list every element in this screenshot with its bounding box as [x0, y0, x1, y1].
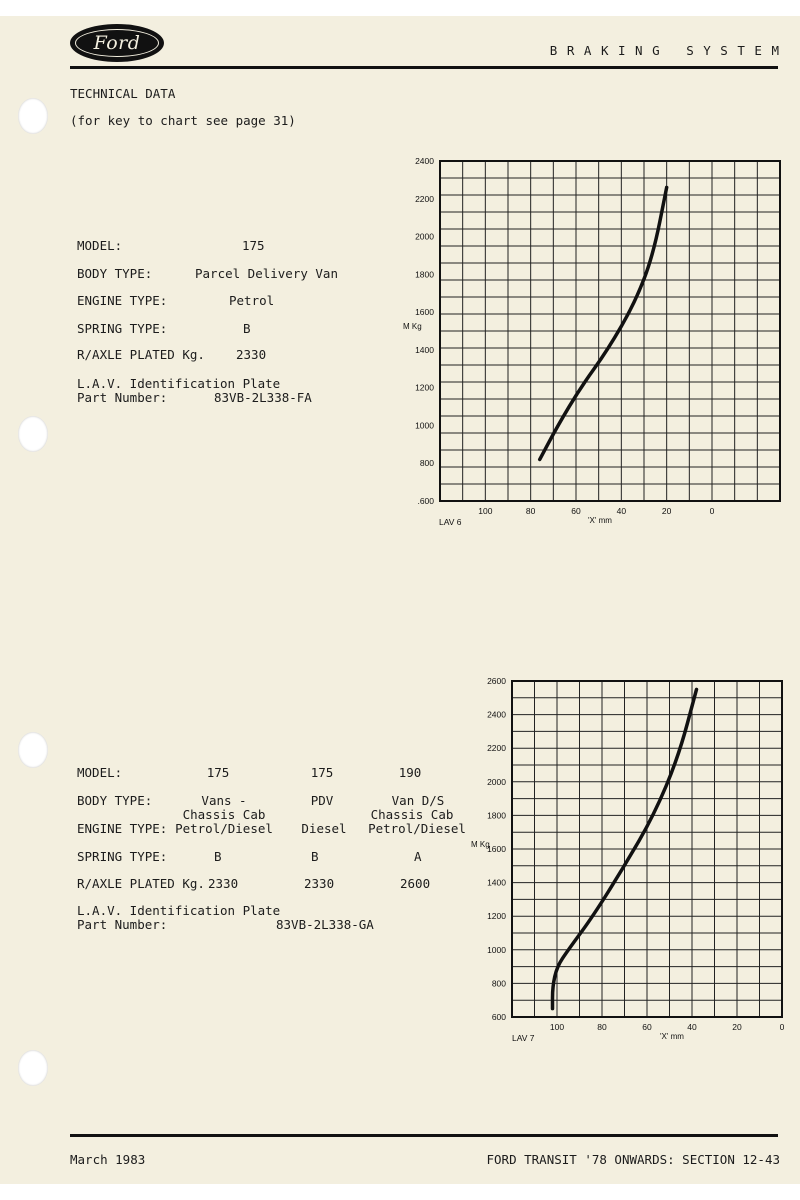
y-tick-label: 1600 — [415, 307, 434, 318]
y-tick-label: 600 — [491, 1012, 506, 1022]
col1-axle: 2330 — [208, 876, 239, 891]
x-tick-label: 100 — [549, 1022, 565, 1032]
data-series-line — [540, 187, 667, 459]
spring-type-label: SPRING TYPE: — [77, 849, 168, 864]
y-tick-label: 2400 — [415, 156, 434, 166]
col1-engine: Petrol/Diesel — [175, 821, 273, 836]
y-tick-label: 1800 — [415, 269, 434, 280]
model-label: MODEL: — [77, 765, 123, 780]
chart-title: LAV 6 — [439, 517, 462, 526]
y-tick-label: 1400 — [415, 344, 434, 355]
engine-type-label: ENGINE TYPE: — [77, 293, 168, 308]
model-label: MODEL: — [77, 238, 123, 253]
model-value: 175 — [242, 238, 265, 253]
part-number-value: 83VB-2L338-FA — [214, 390, 312, 405]
col2-engine: Diesel — [301, 821, 347, 836]
y-tick-label: .600 — [417, 496, 434, 506]
y-tick-label: 1800 — [487, 810, 506, 821]
chart-title: LAV 7 — [512, 1033, 535, 1043]
body-type-label: BODY TYPE: — [77, 793, 153, 808]
technical-data-heading: TECHNICAL DATA — [70, 86, 176, 101]
part-number-value: 83VB-2L338-GA — [276, 917, 374, 932]
axle-plated-label: R/AXLE PLATED Kg. — [77, 347, 205, 362]
section-title: B R A K I N G S Y S T E M — [549, 43, 780, 58]
y-axis-label: M Kg — [471, 840, 490, 849]
axle-plated-value: 2330 — [236, 347, 267, 362]
col3-axle: 2600 — [400, 876, 431, 891]
lav6-chart — [395, 156, 790, 526]
col3-body-line2: Chassis Cab — [370, 807, 454, 822]
plate-label-line1: L.A.V. Identification Plate — [77, 376, 281, 391]
y-tick-label: 2000 — [415, 231, 434, 242]
chart-key-note: (for key to chart see page 31) — [70, 113, 296, 128]
col2-body-line1: PDV — [310, 793, 334, 808]
document-page — [0, 16, 800, 1184]
body-type-label: BODY TYPE: — [77, 266, 153, 281]
x-tick-label: 20 — [732, 1022, 742, 1032]
x-tick-label: 20 — [661, 506, 672, 516]
x-axis-label: 'X' mm — [660, 1032, 684, 1041]
col1-model: 175 — [206, 765, 230, 780]
col1-spring: B — [214, 849, 222, 864]
y-tick-label: 2600 — [487, 676, 506, 686]
col2-model: 175 — [310, 765, 334, 780]
x-tick-label: 40 — [687, 1022, 697, 1032]
col1-body-line2: Chassis Cab — [182, 807, 266, 822]
header-rule — [70, 66, 778, 69]
y-tick-label: 1200 — [487, 911, 506, 922]
y-tick-label: 2000 — [487, 776, 506, 787]
x-tick-label: 60 — [642, 1022, 652, 1032]
x-tick-label: 60 — [571, 506, 581, 516]
plate-label-line2: Part Number: — [77, 917, 168, 932]
col3-spring: A — [414, 849, 422, 864]
col1-body-line1: Vans - — [201, 793, 247, 808]
y-tick-label: 1000 — [487, 944, 506, 955]
y-tick-label: 1000 — [415, 420, 434, 431]
col2-spring: B — [311, 849, 319, 864]
col3-model: 190 — [398, 765, 422, 780]
ford-logo: Ford — [70, 24, 164, 62]
plate-label-line2: Part Number: — [77, 390, 168, 405]
col3-body-line1: Van D/S — [391, 793, 445, 808]
binder-hole — [18, 98, 48, 134]
footer-rule — [70, 1134, 778, 1137]
x-tick-label: 0 — [779, 1022, 785, 1032]
lav7-chart — [465, 676, 795, 1051]
y-tick-label: 800 — [419, 458, 434, 469]
x-axis-label: 'X' mm — [588, 516, 612, 525]
section-reference: FORD TRANSIT '78 ONWARDS: SECTION 12-43 — [486, 1152, 780, 1167]
spring-type-value: B — [243, 321, 251, 336]
plate-label-line1: L.A.V. Identification Plate — [77, 903, 281, 918]
binder-hole — [18, 1050, 48, 1086]
y-tick-label: 2200 — [487, 743, 506, 754]
publication-date: March 1983 — [70, 1152, 146, 1167]
engine-type-label: ENGINE TYPE: — [77, 821, 168, 836]
chart-grid — [512, 681, 782, 1017]
y-tick-label: 2200 — [415, 193, 434, 204]
y-tick-label: 2400 — [487, 709, 506, 720]
body-type-value: Parcel Delivery Van — [195, 266, 338, 281]
col2-axle: 2330 — [304, 876, 335, 891]
engine-type-value: Petrol — [229, 293, 275, 308]
x-tick-label: 100 — [478, 506, 493, 516]
y-tick-label: 1600 — [487, 844, 506, 854]
y-tick-label: 1400 — [487, 877, 506, 888]
x-tick-label: 40 — [616, 506, 627, 516]
y-axis-label: M Kg — [403, 322, 422, 331]
x-tick-label: 80 — [597, 1022, 607, 1032]
spring-type-label: SPRING TYPE: — [77, 321, 168, 336]
y-tick-label: 1200 — [415, 382, 434, 393]
binder-hole — [18, 732, 48, 768]
y-tick-label: 800 — [491, 978, 506, 989]
x-tick-label: 0 — [709, 506, 715, 516]
x-tick-label: 80 — [525, 506, 536, 516]
binder-hole — [18, 416, 48, 452]
col3-engine: Petrol/Diesel — [368, 821, 466, 836]
axle-plated-label: R/AXLE PLATED Kg. — [77, 876, 205, 891]
chart-grid — [440, 161, 780, 501]
